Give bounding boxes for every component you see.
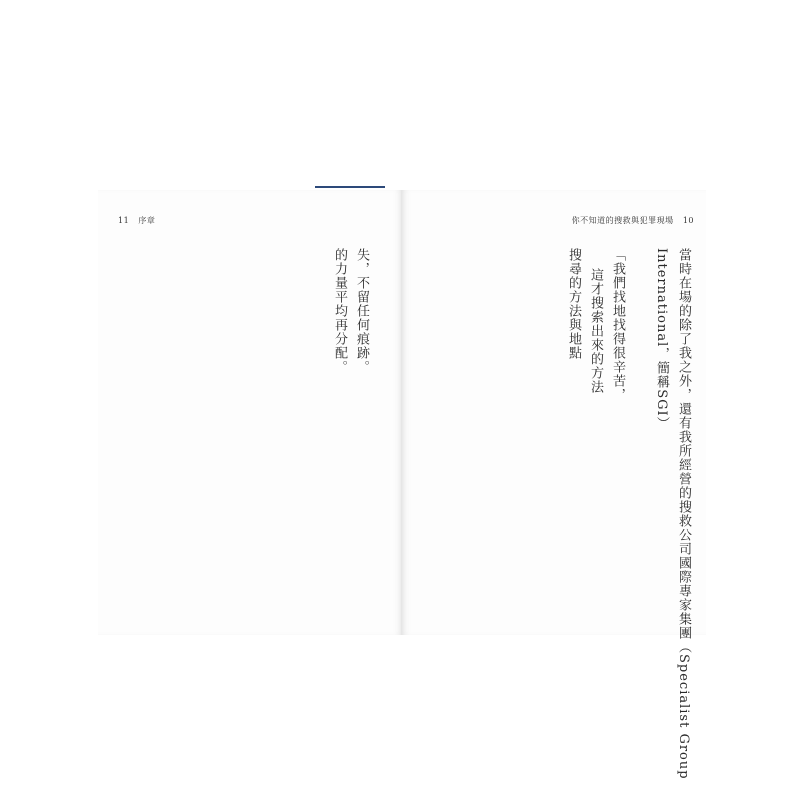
left-running-header (118, 215, 155, 226)
right-book-title: 你不知道的搜救與犯罪現場 (571, 216, 674, 225)
left-chapter-title: 序章 (138, 216, 156, 225)
gutter-line (401, 190, 402, 635)
left-text-column-2: 的力量平均再分配。 (332, 248, 347, 374)
right-page-number: 10 (682, 216, 694, 225)
right-text-column-4: 這才搜索出來的方法 (588, 268, 603, 394)
right-running-header (572, 215, 694, 226)
left-text-column-1: 失，不留任何痕跡。 (354, 248, 369, 374)
left-page-number: 11 (118, 216, 130, 225)
right-text-column-2: International，簡稱SGI） (654, 248, 669, 431)
right-text-column-5: 搜尋的方法與地點 (566, 248, 581, 360)
accent-line (315, 186, 385, 188)
right-text-column-3: 「我們找地找得很辛苦， (610, 248, 625, 402)
right-text-column-1: 當時在場的除了我之外，還有我所經營的搜救公司國際專家集團（Specialist Group (676, 248, 691, 780)
